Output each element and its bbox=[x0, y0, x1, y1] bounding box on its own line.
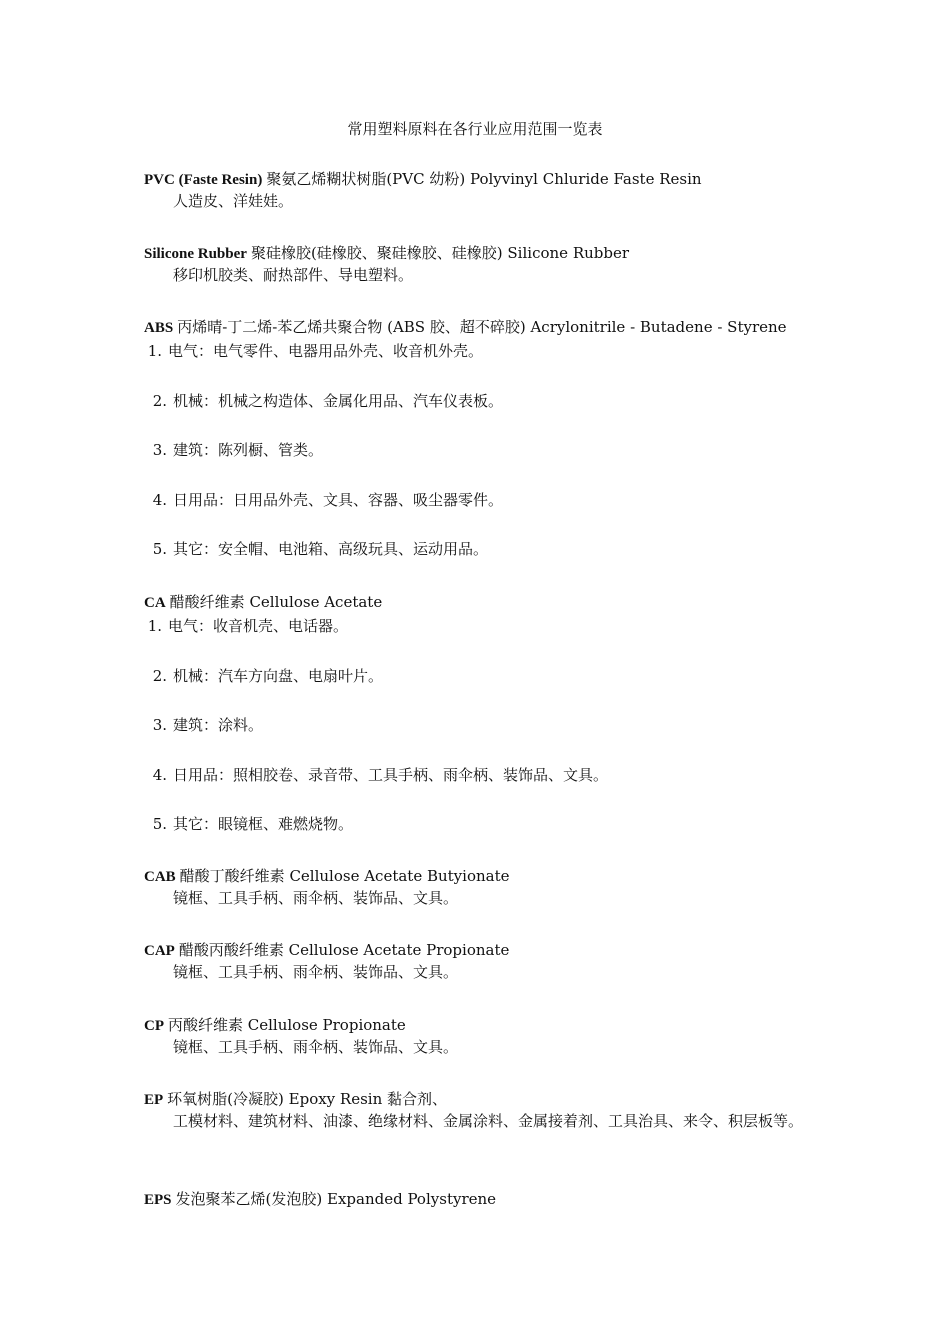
document-title: 常用塑料原料在各行业应用范围一览表 bbox=[347, 120, 603, 138]
item-text: 日用品：日用品外壳、文具、容器、吸尘器零件。 bbox=[173, 490, 504, 509]
entry-pvc bbox=[144, 168, 814, 213]
item-text: 电气：电气零件、电器用品外壳、收音机外壳。 bbox=[168, 342, 484, 360]
entry-heading bbox=[144, 865, 814, 887]
entry-cap bbox=[144, 939, 814, 984]
entry-eps bbox=[144, 1188, 814, 1210]
entry-description: 镜框、工具手柄、雨伞柄、装饰品、文具。 bbox=[173, 963, 459, 981]
item-text: 其它：眼镜框、难燃烧物。 bbox=[173, 815, 354, 833]
item-number: 2. bbox=[152, 391, 167, 410]
list-item bbox=[144, 439, 814, 489]
list-item bbox=[144, 538, 814, 588]
entry-heading bbox=[144, 939, 814, 961]
entry-description: 工模材料、建筑材料、油漆、绝缘材料、金属涂料、金属接着剂、工具治具、来令、积层板等。 bbox=[173, 1112, 804, 1130]
list-item bbox=[144, 714, 814, 764]
item-text: 建筑：涂料。 bbox=[173, 716, 264, 734]
entry-heading bbox=[144, 1014, 814, 1036]
entry-ca bbox=[144, 591, 814, 863]
entry-abbreviation: PVC (Faste Resin) bbox=[144, 172, 263, 188]
entry-abbreviation: CAB bbox=[144, 869, 176, 885]
entry-cab bbox=[144, 865, 814, 910]
item-number: 1. bbox=[147, 342, 162, 360]
list-item bbox=[144, 390, 814, 440]
entry-cp bbox=[144, 1014, 814, 1059]
item-number: 5. bbox=[152, 540, 167, 558]
entry-name: 环氧树脂(冷凝胶) Epoxy Resin 黏合剂、 bbox=[167, 1090, 448, 1108]
entry-name: 聚硅橡胶(硅橡胶、聚硅橡胶、硅橡胶) Silicone Rubber bbox=[250, 244, 630, 262]
entry-silicone-rubber bbox=[144, 242, 814, 287]
list-item bbox=[144, 764, 814, 814]
item-text: 电气：收音机壳、电话器。 bbox=[168, 617, 349, 635]
entry-name: 发泡聚苯乙烯(发泡胶) Expanded Polystyrene bbox=[175, 1190, 497, 1208]
entry-heading bbox=[144, 1088, 814, 1110]
entry-name: 醋酸丙酸纤维素 Cellulose Acetate Propionate bbox=[178, 941, 510, 959]
entry-name: 丙酸纤维素 Cellulose Propionate bbox=[168, 1016, 406, 1034]
entry-description: 移印机胶类、耐热部件、导电塑料。 bbox=[173, 266, 414, 284]
list-item bbox=[144, 615, 814, 665]
list-item bbox=[144, 813, 814, 863]
entry-heading bbox=[144, 242, 814, 264]
entry-name: 醋酸丁酸纤维素 Cellulose Acetate Butyionate bbox=[179, 867, 510, 885]
entry-abbreviation: EPS bbox=[144, 1192, 172, 1208]
entry-name: 聚氨乙烯糊状树脂(PVC 幼粉) Polyvinyl Chluride Faste Resin bbox=[266, 170, 702, 188]
application-list bbox=[144, 615, 814, 863]
list-item bbox=[144, 489, 814, 539]
item-number: 5. bbox=[152, 815, 167, 833]
list-item bbox=[144, 340, 814, 390]
entry-ep bbox=[144, 1088, 814, 1133]
item-number: 3. bbox=[152, 716, 167, 734]
entry-heading bbox=[144, 1188, 814, 1210]
item-number: 3. bbox=[152, 441, 167, 459]
entry-abbreviation: CAP bbox=[144, 943, 175, 959]
entry-abbreviation: Silicone Rubber bbox=[144, 246, 247, 262]
entry-description: 镜框、工具手柄、雨伞柄、装饰品、文具。 bbox=[173, 1038, 459, 1056]
item-number: 2. bbox=[152, 666, 167, 685]
entry-heading bbox=[144, 168, 814, 190]
entry-heading bbox=[144, 591, 814, 613]
item-number: 4. bbox=[152, 490, 167, 509]
item-number: 1. bbox=[147, 617, 162, 635]
entry-name: 醋酸纤维素 Cellulose Acetate bbox=[169, 593, 383, 611]
entry-name: 丙烯晴-丁二烯-苯乙烯共聚合物 (ABS 胶、超不碎胶) Acrylonitrile - Butadene - Styrene bbox=[177, 318, 787, 336]
item-text: 日用品：照相胶卷、录音带、工具手柄、雨伞柄、装饰品、文具。 bbox=[173, 765, 609, 784]
item-text: 其它：安全帽、电池箱、高级玩具、运动用品。 bbox=[173, 540, 489, 558]
item-text: 机械：汽车方向盘、电扇叶片。 bbox=[173, 666, 384, 685]
entry-heading bbox=[144, 316, 814, 338]
entry-abbreviation: CA bbox=[144, 595, 166, 611]
application-list bbox=[144, 340, 814, 588]
item-text: 建筑：陈列橱、管类。 bbox=[173, 441, 324, 459]
list-item bbox=[144, 665, 814, 715]
entry-abbreviation: EP bbox=[144, 1092, 164, 1108]
entry-description: 人造皮、洋娃娃。 bbox=[173, 192, 294, 210]
entry-abbreviation: CP bbox=[144, 1018, 164, 1034]
entry-abs bbox=[144, 316, 814, 588]
entry-description: 镜框、工具手柄、雨伞柄、装饰品、文具。 bbox=[173, 889, 459, 907]
item-number: 4. bbox=[152, 765, 167, 784]
entry-abbreviation: ABS bbox=[144, 320, 174, 336]
item-text: 机械：机械之构造体、金属化用品、汽车仪表板。 bbox=[173, 391, 504, 410]
